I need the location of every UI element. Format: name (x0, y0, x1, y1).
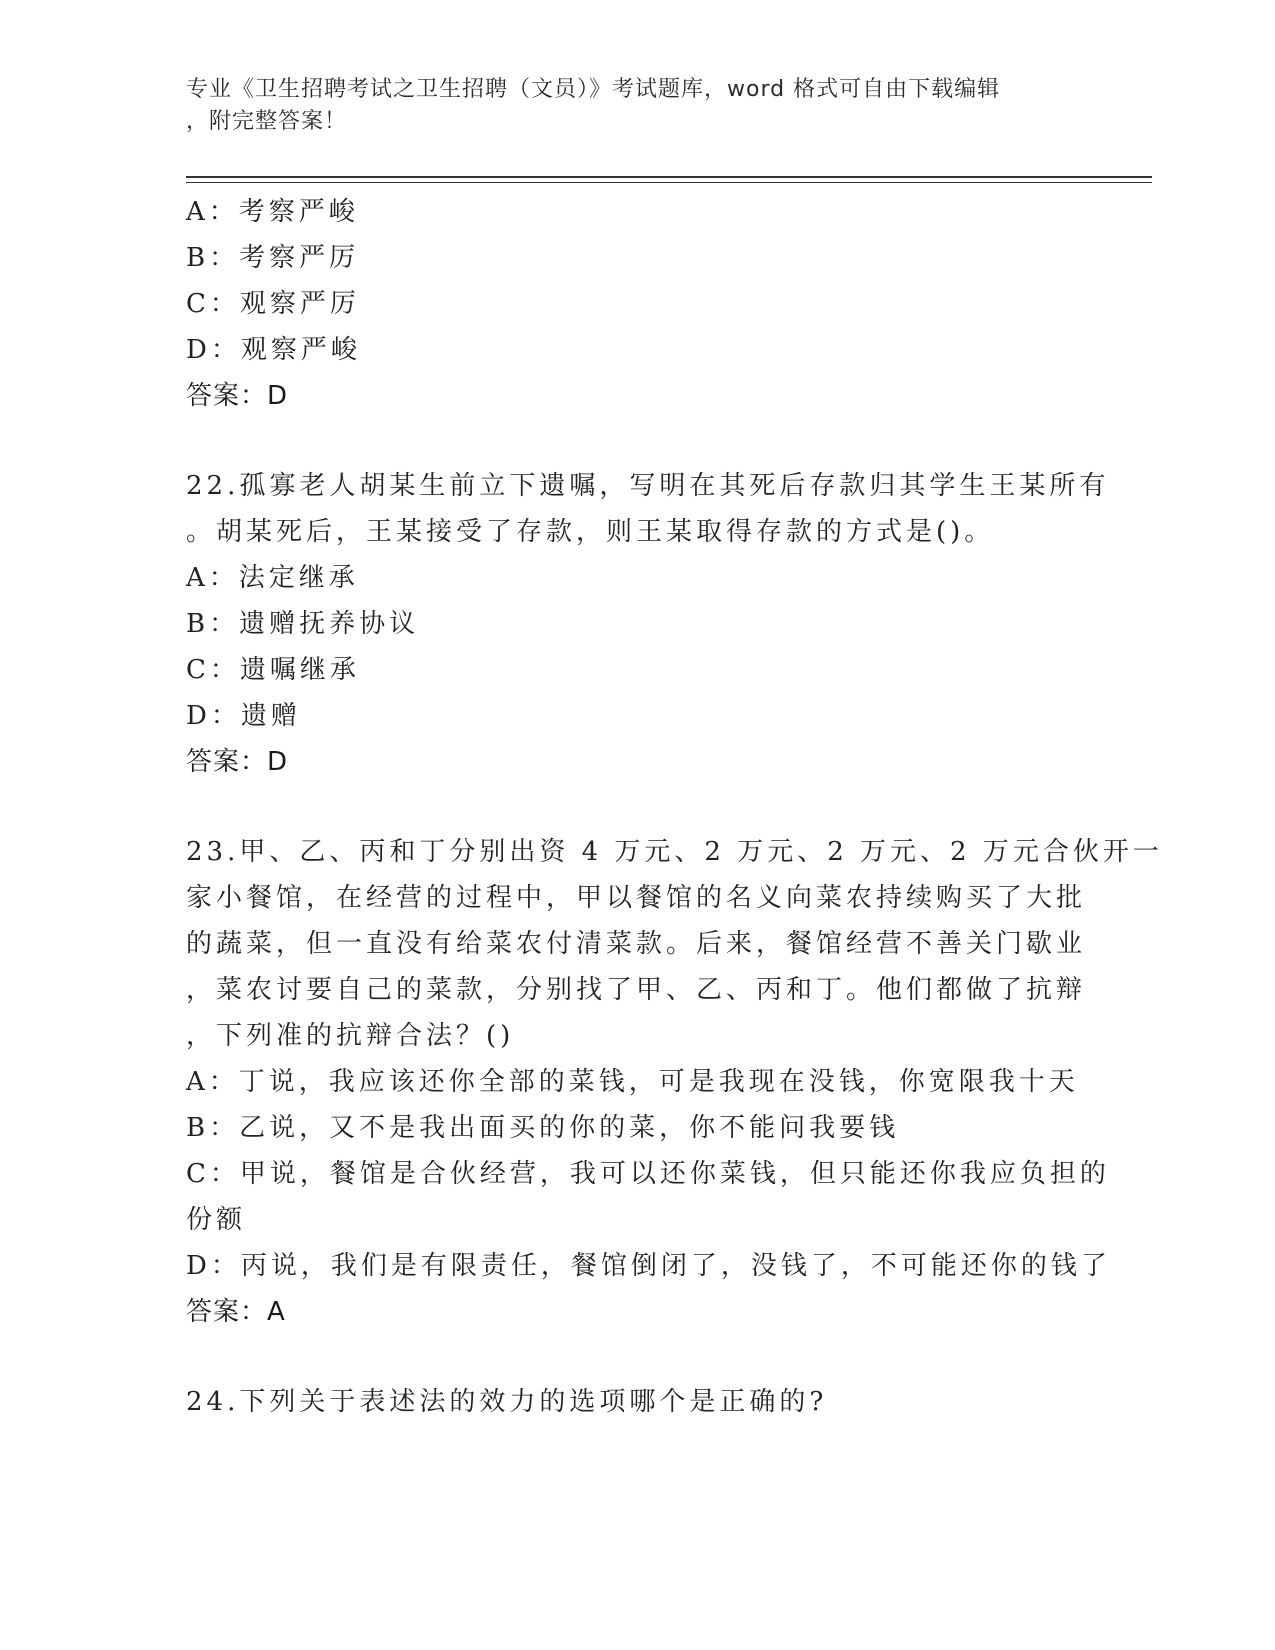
prev-question-block (186, 189, 1086, 419)
header-line-1: 专业《卫生招聘考试之卫生招聘（文员）》考试题库，word 格式可自由下载编辑 (186, 77, 1001, 102)
header-line-2: ，附完整答案！ (186, 109, 348, 134)
question-text-line: 22.孤寡老人胡某生前立下遗嘱，写明在其死后存款归其学生王某所有 (186, 471, 1110, 501)
question-content (186, 189, 1163, 1425)
question-text-line: ，菜农讨要自己的菜款，分别找了甲、乙、丙和丁。他们都做了抗辩 (186, 975, 1087, 1005)
option-c: C：观察严厉 (186, 289, 360, 319)
answer-line: 答案：D (186, 381, 289, 411)
question-text-line: 23.甲、乙、丙和丁分别出资 4 万元、2 万元、2 万元、2 万元合伙开一 (186, 837, 1163, 867)
question-22 (186, 463, 1110, 785)
question-23 (186, 829, 1163, 1335)
option-a: A：丁说，我应该还你全部的菜钱，可是我现在没钱，你宽限我十天 (186, 1067, 1079, 1097)
option-b: B：乙说，又不是我出面买的你的菜，你不能问我要钱 (186, 1113, 900, 1143)
question-text-line: ，下列准的抗辩合法？() (186, 1021, 515, 1051)
question-text-line: 家小餐馆，在经营的过程中，甲以餐馆的名义向菜农持续购买了大批 (186, 883, 1087, 913)
option-a: A：法定继承 (186, 563, 359, 593)
option-d: D：观察严峻 (186, 335, 361, 365)
option-b: B：考察严厉 (186, 243, 360, 273)
option-d: D：丙说，我们是有限责任，餐馆倒闭了，没钱了，不可能还你的钱了 (186, 1251, 1111, 1281)
header-divider-thin (186, 182, 1152, 183)
question-text-line: 24.下列关于表述法的效力的选项哪个是正确的? (186, 1387, 828, 1417)
question-text-line: 的蔬菜，但一直没有给菜农付清菜款。后来，餐馆经营不善关门歇业 (186, 929, 1087, 959)
option-c: C：遗嘱继承 (186, 655, 360, 685)
option-c: C：甲说，餐馆是合伙经营，我可以还你菜钱，但只能还你我应负担的 (186, 1159, 1110, 1189)
answer-line: 答案：D (186, 747, 289, 777)
document-header (186, 74, 1066, 138)
option-c-continued: 份额 (186, 1205, 247, 1235)
option-d: D：遗赠 (186, 701, 301, 731)
header-divider-thick (186, 176, 1152, 178)
answer-line: 答案：A (186, 1297, 286, 1327)
option-a: A：考察严峻 (186, 197, 359, 227)
question-24 (186, 1379, 1086, 1425)
question-text-line: 。胡某死后，王某接受了存款，则王某取得存款的方式是()。 (186, 517, 995, 547)
option-b: B：遗赠抚养协议 (186, 609, 420, 639)
